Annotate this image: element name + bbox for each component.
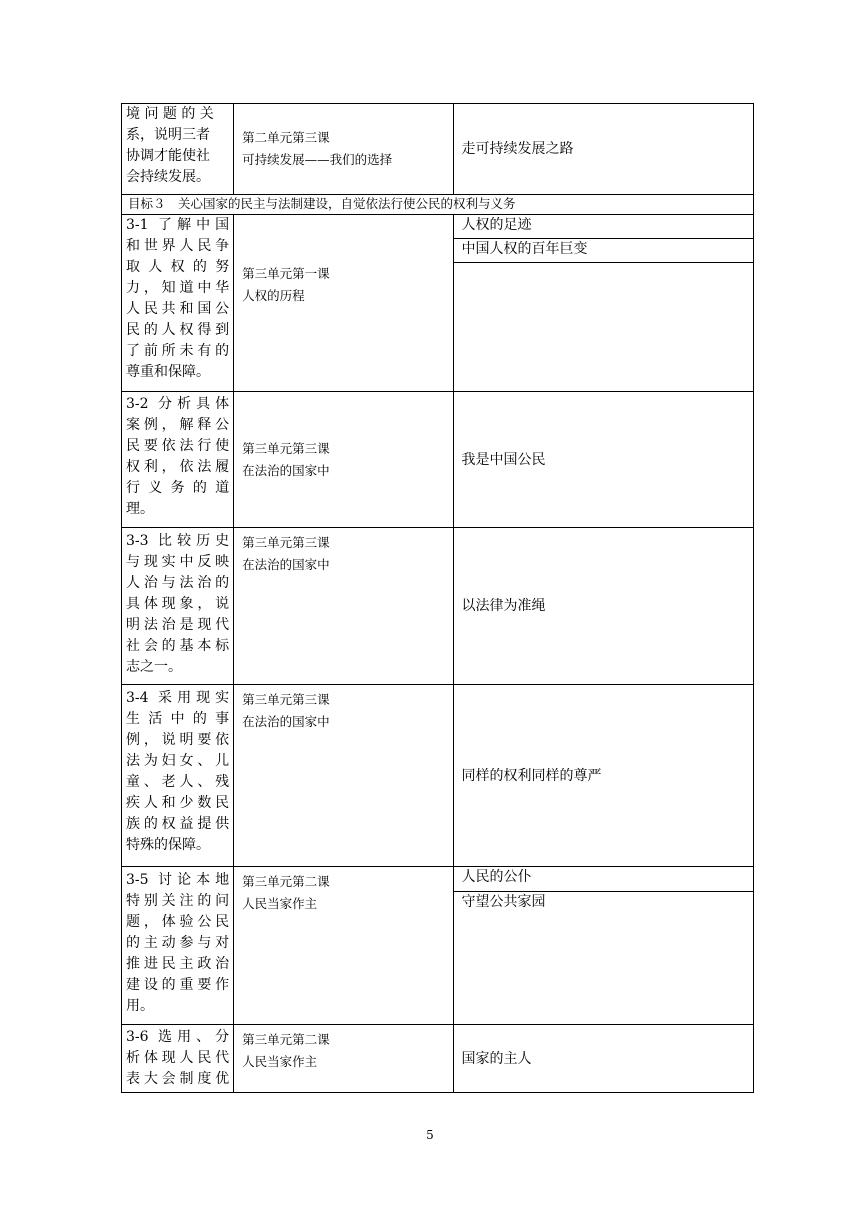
- goal-line: 3-1 了解中国: [126, 217, 230, 233]
- topic-list: [454, 215, 753, 263]
- topic-cell: [453, 528, 753, 685]
- goal-line: 取 人 权 的 努: [126, 259, 230, 275]
- goal-cell: [122, 1025, 234, 1093]
- goal-line: 生 活 中 的 事: [126, 711, 230, 727]
- goal-line: 明法治是现代: [126, 617, 230, 633]
- topic-label: 我是中国公民: [461, 451, 546, 468]
- goal-line: 志之一。: [126, 659, 182, 675]
- unit-cell: [234, 867, 453, 1025]
- goal-line: 特别关注的问: [126, 893, 230, 909]
- topic-label: 人权的足迹: [454, 215, 753, 238]
- goal-line: 协调才能使社: [126, 148, 210, 164]
- goal-line: 和世界人民争: [126, 238, 230, 254]
- goal-cell: [122, 215, 234, 392]
- unit-cell: [234, 528, 453, 685]
- lesson-title: 人权的历程: [242, 288, 305, 303]
- goal-line: 3-5 讨论本地: [126, 872, 230, 888]
- table-row: [122, 104, 754, 195]
- goal-cell: [122, 528, 234, 685]
- topic-label: [454, 262, 753, 263]
- unit-cell: [234, 392, 453, 528]
- topic-list: [454, 867, 753, 912]
- goal-line: 境 问 题 的 关: [126, 106, 214, 122]
- goal-line: 尊重和保障。: [126, 364, 210, 380]
- topic-cell: [453, 392, 753, 528]
- unit-cell: [234, 104, 453, 195]
- goal-header-row: [122, 195, 754, 215]
- goal-line: 人民共和国公: [126, 301, 230, 317]
- goal-cell: [122, 685, 234, 867]
- lesson-title: 在法治的国家中: [242, 462, 330, 478]
- goal-line: 特殊的保障。: [126, 837, 210, 853]
- goal-line: 理。: [126, 501, 154, 517]
- goal-line: 行 义 务 的 道: [126, 480, 230, 496]
- goal-line: 3-3 比较历史: [126, 533, 230, 549]
- goal-line: 族的权益提供: [126, 816, 230, 832]
- topic-cell: [453, 867, 753, 1025]
- lesson-title: 人民当家作主: [242, 1054, 318, 1069]
- lesson-title: 可持续发展——我们的选择: [242, 152, 393, 167]
- unit-line: 第三单元第三课: [242, 535, 330, 550]
- unit-line: 第三单元第二课: [242, 874, 330, 889]
- topic-label: 走可持续发展之路: [461, 141, 574, 157]
- goal-line: 建设的重要作: [126, 977, 230, 993]
- table-row: [122, 1025, 754, 1093]
- topic-label: 以法律为准绳: [461, 598, 546, 614]
- unit-line: 第三单元第三课: [242, 692, 330, 707]
- topic-label: 中国人权的百年巨变: [454, 238, 753, 262]
- goal-line: 例，说明要依: [126, 732, 230, 748]
- topic-label: 同样的权利同样的尊严: [461, 767, 602, 784]
- goal-line: 题，体验公民: [126, 914, 230, 930]
- page-number: 5: [426, 1128, 434, 1142]
- unit-cell: [234, 215, 453, 392]
- unit-cell: [234, 685, 453, 867]
- unit-line: 第三单元第三课: [242, 440, 330, 456]
- goal-line: 童、老人、残: [126, 774, 230, 790]
- table-row: [122, 215, 754, 392]
- goal-line: 民要依法行使: [126, 438, 230, 454]
- topic-label: 国家的主人: [461, 1050, 532, 1067]
- goal-line: 的主动参与对: [126, 935, 230, 951]
- topic-label: 人民的公仆: [454, 867, 753, 891]
- goal-line: 具体现象，说: [126, 596, 230, 612]
- topic-cell: [453, 685, 753, 867]
- goal-header: 目标３ 关心国家的民主与法制建设，自觉依法行使公民的权利与义务: [122, 195, 754, 215]
- goal-line: 3-6 选用、分: [126, 1029, 230, 1045]
- table-row: [122, 392, 754, 528]
- table-row: [122, 685, 754, 867]
- table-row: [122, 867, 754, 1025]
- goal-line: 3-4 采用现实: [126, 690, 230, 706]
- goal-line: 会持续发展。: [126, 169, 210, 185]
- goal-line: 民的人权得到: [126, 322, 230, 338]
- goal-line: 社会的基本标: [126, 638, 230, 654]
- goal-line: 表大会制度优: [126, 1071, 230, 1087]
- topic-cell: [453, 104, 753, 195]
- goal-line: 权利，依法履: [126, 459, 230, 475]
- unit-cell: [234, 1025, 453, 1093]
- topic-label: 守望公共家园: [461, 893, 546, 910]
- goal-line: 推进民主政治: [126, 956, 230, 972]
- lesson-title: 在法治的国家中: [242, 714, 330, 729]
- topic-cell: [453, 215, 753, 392]
- goal-line: 3-2 分析具体: [126, 396, 230, 412]
- unit-line: 第三单元第一课: [242, 266, 330, 281]
- goal-line: 案例，解释公: [126, 417, 230, 433]
- lesson-title: 在法治的国家中: [242, 557, 330, 572]
- goal-line: 了前所未有的: [126, 343, 230, 359]
- goal-line: 析体现人民代: [126, 1050, 230, 1066]
- goal-line: 人治与法治的: [126, 575, 230, 591]
- goal-line: 与现实中反映: [126, 554, 230, 570]
- topic-cell: [453, 1025, 753, 1093]
- goal-line: 系，说明三者: [126, 127, 210, 143]
- goal-cell: [122, 392, 234, 528]
- goal-line: 疾人和少数民: [126, 795, 230, 811]
- goal-line: 法为妇女、儿: [126, 753, 230, 769]
- unit-line: 第二单元第三课: [242, 130, 330, 145]
- table-row: [122, 528, 754, 685]
- lesson-title: 人民当家作主: [242, 896, 318, 911]
- curriculum-table: [121, 103, 754, 1093]
- goal-cell: [122, 104, 234, 195]
- goal-line: 力，知道中华: [126, 280, 230, 296]
- goal-cell: [122, 867, 234, 1025]
- unit-line: 第三单元第二课: [242, 1032, 330, 1047]
- goal-line: 用。: [126, 998, 154, 1014]
